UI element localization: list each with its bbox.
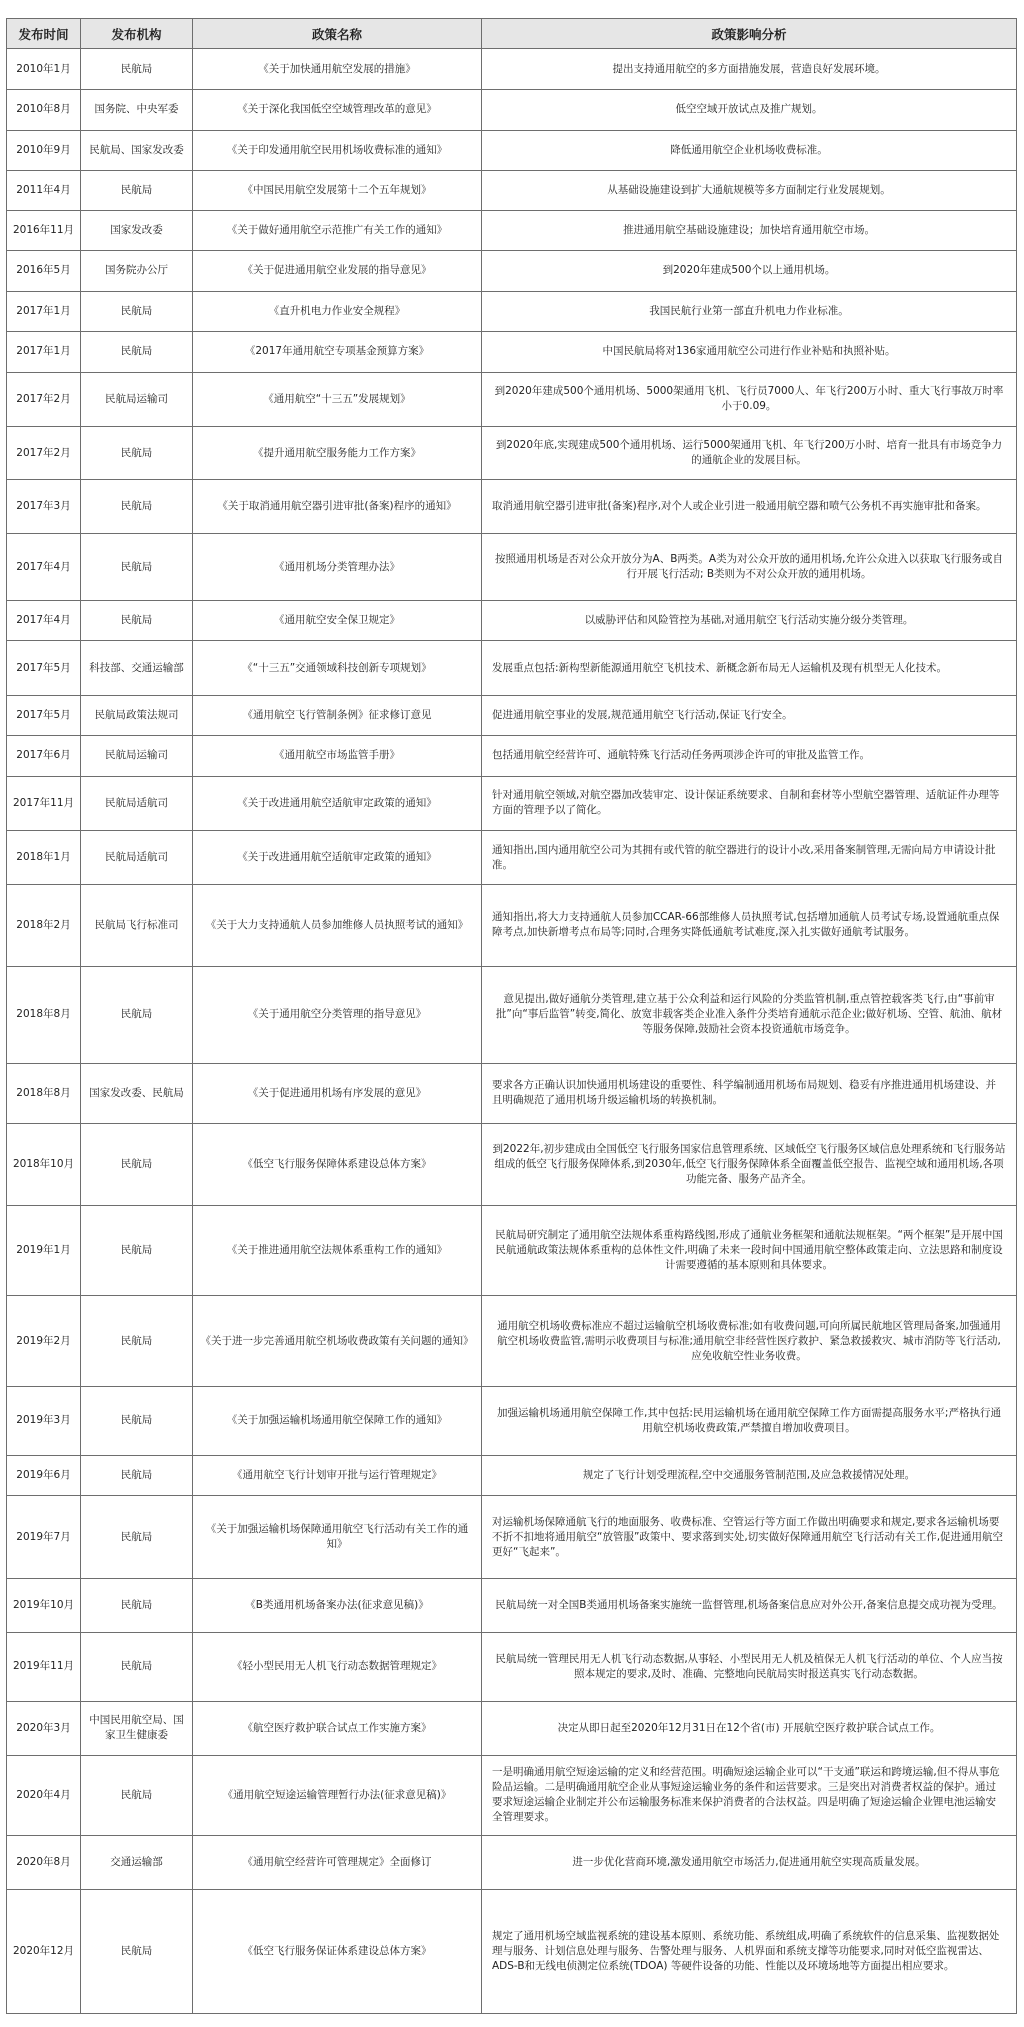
table-row (7, 736, 1017, 776)
cell-date: 2017年4月 (7, 601, 81, 641)
table-row (7, 1579, 1017, 1633)
cell-policy-name: 《关于深化我国低空空域管理改革的意见》 (193, 90, 482, 130)
cell-policy-name: 《低空飞行服务保证体系建设总体方案》 (193, 1889, 482, 2013)
cell-policy-name: 《关于推进通用航空法规体系重构工作的通知》 (193, 1205, 482, 1296)
cell-date: 2016年11月 (7, 211, 81, 251)
cell-date: 2017年1月 (7, 291, 81, 331)
cell-org: 民航局 (81, 49, 193, 90)
cell-policy-name: 《关于促进通用航空业发展的指导意见》 (193, 251, 482, 291)
cell-policy-name: 《2017年通用航空专项基金预算方案》 (193, 331, 482, 372)
cell-org: 民航局 (81, 534, 193, 601)
cell-org: 民航局 (81, 1386, 193, 1455)
cell-org: 民航局 (81, 966, 193, 1063)
cell-org: 国家发改委、民航局 (81, 1063, 193, 1123)
cell-analysis: 决定从即日起至2020年12月31日在12个省(市) 开展航空医疗救护联合试点工作。 (482, 1701, 1017, 1755)
cell-policy-name: 《通用航空市场监管手册》 (193, 736, 482, 776)
cell-policy-name: 《通用航空短途运输管理暂行办法(征求意见稿)》 (193, 1755, 482, 1835)
cell-date: 2018年8月 (7, 1063, 81, 1123)
cell-date: 2019年1月 (7, 1205, 81, 1296)
cell-date: 2018年1月 (7, 831, 81, 885)
cell-analysis: 以威胁评估和风险管控为基础,对通用航空飞行活动实施分级分类管理。 (482, 601, 1017, 641)
table-row (7, 426, 1017, 480)
cell-org: 民航局 (81, 1496, 193, 1579)
cell-org: 民航局 (81, 1579, 193, 1633)
cell-policy-name: 《B类通用机场备案办法(征求意见稿)》 (193, 1579, 482, 1633)
cell-org: 民航局 (81, 170, 193, 210)
cell-date: 2019年3月 (7, 1386, 81, 1455)
cell-date: 2018年10月 (7, 1124, 81, 1206)
cell-analysis: 要求各方正确认识加快通用机场建设的重要性、科学编制通用机场布局规划、稳妥有序推进通用机场建设、并且明确规范了通用机场升级运输机场的转换机制。 (482, 1063, 1017, 1123)
cell-date: 2019年10月 (7, 1579, 81, 1633)
table-row (7, 1836, 1017, 1890)
cell-analysis: 到2022年,初步建成由全国低空飞行服务国家信息管理系统、区域低空飞行服务区域信息处理系统和飞行服务站组成的低空飞行服务保障体系,到2030年,低空飞行服务保障体系全面覆盖低空报告、监视空域和通用机场,各项功能完备、服务产品齐全。 (482, 1124, 1017, 1206)
cell-analysis: 一是明确通用航空短途运输的定义和经营范围。明确短途运输企业可以“干支通”联运和跨境运输,但不得从事危险品运输。二是明确通用航空企业从事短途运输业务的条件和运营要求。三是突出对消费者权益的保护。通过要求短途运输企业制定并公布运输服务标准来保护消费者的合法权益。四是明确了短途运输企业锂电池运输安全管理要求。 (482, 1755, 1017, 1835)
cell-analysis: 我国民航行业第一部直升机电力作业标准。 (482, 291, 1017, 331)
table-row (7, 90, 1017, 130)
cell-analysis: 中国民航局将对136家通用航空公司进行作业补贴和执照补贴。 (482, 331, 1017, 372)
header-date: 发布时间 (7, 19, 81, 49)
table-row (7, 130, 1017, 170)
cell-analysis: 进一步优化营商环境,激发通用航空市场活力,促进通用航空实现高质量发展。 (482, 1836, 1017, 1890)
cell-analysis: 降低通用航空企业机场收费标准。 (482, 130, 1017, 170)
cell-analysis: 对运输机场保障通航飞行的地面服务、收费标准、空管运行等方面工作做出明确要求和规定,要求各运输机场要不折不扣地将通用航空“放管服”政策中、要求落到实处,切实做好保障通用航空飞行活动有关工作,促进通用航空更好“飞起来”。 (482, 1496, 1017, 1579)
table-row (7, 1755, 1017, 1835)
cell-org: 民航局 (81, 1296, 193, 1387)
cell-org: 民航局 (81, 426, 193, 480)
cell-date: 2017年3月 (7, 480, 81, 534)
cell-policy-name: 《航空医疗救护联合试点工作实施方案》 (193, 1701, 482, 1755)
cell-org: 科技部、交通运输部 (81, 641, 193, 696)
cell-org: 民航局 (81, 1205, 193, 1296)
cell-date: 2020年8月 (7, 1836, 81, 1890)
header-row (7, 19, 1017, 49)
cell-analysis: 通知指出,将大力支持通航人员参加CCAR-66部维修人员执照考试,包括增加通航人员考试专场,设置通航重点保障考点,加快新增考点布局等;同时,合理务实降低通航考试难度,深入扎实做好通航考试服务。 (482, 884, 1017, 966)
table-row (7, 1124, 1017, 1206)
cell-org: 民航局、国家发改委 (81, 130, 193, 170)
cell-date: 2017年2月 (7, 373, 81, 427)
cell-date: 2019年11月 (7, 1632, 81, 1701)
cell-policy-name: 《关于大力支持通航人员参加维修人员执照考试的通知》 (193, 884, 482, 966)
cell-analysis: 规定了通用机场空域监视系统的建设基本原则、系统功能、系统组成,明确了系统软件的信息采集、监视数据处理与服务、计划信息处理与服务、告警处理与服务、人机界面和系统支撑等功能要求,同时对低空监视雷达、ADS-B和无线电侦测定位系统(TDOA) 等硬件设备的功能、性能以及环境场地等方面提出相应要求。 (482, 1889, 1017, 2013)
table-row (7, 601, 1017, 641)
cell-org: 中国民用航空局、国家卫生健康委 (81, 1701, 193, 1755)
table-row (7, 251, 1017, 291)
cell-date: 2018年8月 (7, 966, 81, 1063)
cell-analysis: 提出支持通用航空的多方面措施发展，营造良好发展环境。 (482, 49, 1017, 90)
cell-analysis: 包括通用航空经营许可、通航特殊飞行活动任务两项涉企许可的审批及监管工作。 (482, 736, 1017, 776)
table-row (7, 1063, 1017, 1123)
cell-org: 民航局飞行标准司 (81, 884, 193, 966)
table-row (7, 831, 1017, 885)
cell-date: 2017年1月 (7, 331, 81, 372)
cell-date: 2016年5月 (7, 251, 81, 291)
cell-org: 国家发改委 (81, 211, 193, 251)
cell-policy-name: 《关于进一步完善通用航空机场收费政策有关问题的通知》 (193, 1296, 482, 1387)
cell-analysis: 促进通用航空事业的发展,规范通用航空飞行活动,保证飞行安全。 (482, 696, 1017, 736)
cell-analysis: 取消通用航空器引进审批(备案)程序,对个人或企业引进一般通用航空器和喷气公务机不再实施审批和备案。 (482, 480, 1017, 534)
cell-org: 交通运输部 (81, 1836, 193, 1890)
cell-analysis: 发展重点包括:新构型新能源通用航空飞机技术、新概念新布局无人运输机及现有机型无人化技术。 (482, 641, 1017, 696)
cell-analysis: 民航局统一对全国B类通用机场备案实施统一监督管理,机场备案信息应对外公开,备案信息提交成功视为受理。 (482, 1579, 1017, 1633)
header-name: 政策名称 (193, 19, 482, 49)
cell-date: 2011年4月 (7, 170, 81, 210)
cell-org: 民航局 (81, 331, 193, 372)
table-row (7, 331, 1017, 372)
cell-org: 民航局政策法规司 (81, 696, 193, 736)
cell-policy-name: 《通用航空经营许可管理规定》全面修订 (193, 1836, 482, 1890)
table-row (7, 1889, 1017, 2013)
cell-policy-name: 《中国民用航空发展第十二个五年规划》 (193, 170, 482, 210)
cell-date: 2019年2月 (7, 1296, 81, 1387)
table-row (7, 966, 1017, 1063)
cell-org: 民航局 (81, 1632, 193, 1701)
table-row (7, 1296, 1017, 1387)
cell-analysis: 推进通用航空基础设施建设；加快培育通用航空市场。 (482, 211, 1017, 251)
cell-analysis: 通知指出,国内通用航空公司为其拥有或代管的航空器进行的设计小改,采用备案制管理,无需向局方申请设计批准。 (482, 831, 1017, 885)
table-row (7, 534, 1017, 601)
cell-date: 2018年2月 (7, 884, 81, 966)
table-body (7, 49, 1017, 2014)
cell-analysis: 针对通用航空领域,对航空器加改装审定、设计保证系统要求、自制和套材等小型航空器管理、适航证件办理等方面的管理予以了简化。 (482, 776, 1017, 831)
table-row (7, 170, 1017, 210)
cell-date: 2017年5月 (7, 641, 81, 696)
cell-org: 民航局 (81, 1124, 193, 1206)
cell-policy-name: 《关于印发通用航空民用机场收费标准的通知》 (193, 130, 482, 170)
cell-org: 民航局适航司 (81, 776, 193, 831)
cell-policy-name: 《关于加快通用航空发展的措施》 (193, 49, 482, 90)
cell-policy-name: 《通用航空安全保卫规定》 (193, 601, 482, 641)
cell-policy-name: 《通用航空“十三五”发展规划》 (193, 373, 482, 427)
cell-org: 民航局 (81, 480, 193, 534)
cell-policy-name: 《轻小型民用无人机飞行动态数据管理规定》 (193, 1632, 482, 1701)
cell-policy-name: 《关于加强运输机场保障通用航空飞行活动有关工作的通知》 (193, 1496, 482, 1579)
cell-analysis: 到2020年底,实现建成500个通用机场、运行5000架通用飞机、年飞行200万小时、培育一批具有市场竞争力的通航企业的发展目标。 (482, 426, 1017, 480)
cell-analysis: 民航局统一管理民用无人机飞行动态数据,从事轻、小型民用无人机及植保无人机飞行活动的单位、个人应当按照本规定的要求,及时、准确、完整地向民航局实时报送真实飞行动态数据。 (482, 1632, 1017, 1701)
cell-date: 2020年4月 (7, 1755, 81, 1835)
cell-policy-name: 《直升机电力作业安全规程》 (193, 291, 482, 331)
table-row (7, 373, 1017, 427)
cell-date: 2020年12月 (7, 1889, 81, 2013)
table-row (7, 1496, 1017, 1579)
table-row (7, 1205, 1017, 1296)
table-row (7, 884, 1017, 966)
table-row (7, 641, 1017, 696)
cell-org: 民航局 (81, 1755, 193, 1835)
cell-policy-name: 《关于促进通用机场有序发展的意见》 (193, 1063, 482, 1123)
cell-analysis: 到2020年建成500个通用机场、5000架通用飞机、飞行员7000人、年飞行200万小时、重大飞行事故万时率小于0.09。 (482, 373, 1017, 427)
cell-org: 国务院、中央军委 (81, 90, 193, 130)
cell-policy-name: 《关于改进通用航空适航审定政策的通知》 (193, 831, 482, 885)
cell-policy-name: 《“十三五”交通领域科技创新专项规划》 (193, 641, 482, 696)
cell-analysis: 到2020年建成500个以上通用机场。 (482, 251, 1017, 291)
cell-policy-name: 《提升通用航空服务能力工作方案》 (193, 426, 482, 480)
table-row (7, 291, 1017, 331)
table-row (7, 1701, 1017, 1755)
cell-policy-name: 《低空飞行服务保障体系建设总体方案》 (193, 1124, 482, 1206)
table-row (7, 1386, 1017, 1455)
cell-analysis: 意见提出,做好通航分类管理,建立基于公众利益和运行风险的分类监管机制,重点管控载客类飞行,由“事前审批”向“事后监管”转变,简化、放宽非载客类企业准入条件分类培育通航示范企业;做好机场、空管、航油、航材等服务保障,鼓励社会资本投资通航市场竞争。 (482, 966, 1017, 1063)
cell-org: 民航局运输司 (81, 373, 193, 427)
cell-analysis: 规定了飞行计划受理流程,空中交通服务管制范围,及应急救援情况处理。 (482, 1456, 1017, 1496)
cell-policy-name: 《关于取消通用航空器引进审批(备案)程序的通知》 (193, 480, 482, 534)
cell-org: 民航局 (81, 1889, 193, 2013)
cell-policy-name: 《通用航空飞行计划审开批与运行管理规定》 (193, 1456, 482, 1496)
table-row (7, 1632, 1017, 1701)
header-analysis: 政策影响分析 (482, 19, 1017, 49)
cell-date: 2017年5月 (7, 696, 81, 736)
cell-analysis: 通用航空机场收费标准应不超过运输航空机场收费标准;如有收费问题,可向所属民航地区管理局备案,加强通用航空机场收费监管,需明示收费项目与标准;通用航空非经营性医疗救护、紧急救援救灾、城市消防等飞行活动,应免收航空性业务收费。 (482, 1296, 1017, 1387)
cell-policy-name: 《通用机场分类管理办法》 (193, 534, 482, 601)
cell-org: 民航局适航司 (81, 831, 193, 885)
cell-org: 民航局运输司 (81, 736, 193, 776)
cell-date: 2019年7月 (7, 1496, 81, 1579)
cell-org: 国务院办公厅 (81, 251, 193, 291)
table-row (7, 211, 1017, 251)
cell-policy-name: 《关于通用航空分类管理的指导意见》 (193, 966, 482, 1063)
policy-table (6, 18, 1017, 2014)
header-org: 发布机构 (81, 19, 193, 49)
cell-date: 2017年4月 (7, 534, 81, 601)
cell-date: 2017年11月 (7, 776, 81, 831)
cell-policy-name: 《关于改进通用航空适航审定政策的通知》 (193, 776, 482, 831)
cell-analysis: 按照通用机场是否对公众开放分为A、B两类。A类为对公众开放的通用机场,允许公众进入以获取飞行服务或自行开展飞行活动; B类则为不对公众开放的通用机场。 (482, 534, 1017, 601)
table-row (7, 480, 1017, 534)
cell-policy-name: 《通用航空飞行管制条例》征求修订意见 (193, 696, 482, 736)
cell-date: 2010年9月 (7, 130, 81, 170)
cell-org: 民航局 (81, 291, 193, 331)
table-row (7, 1456, 1017, 1496)
cell-date: 2010年8月 (7, 90, 81, 130)
cell-date: 2017年2月 (7, 426, 81, 480)
table-row (7, 49, 1017, 90)
table-row (7, 696, 1017, 736)
cell-analysis: 加强运输机场通用航空保障工作,其中包括:民用运输机场在通用航空保障工作方面需提高服务水平;严格执行通用航空机场收费政策,严禁擅自增加收费项目。 (482, 1386, 1017, 1455)
cell-date: 2017年6月 (7, 736, 81, 776)
table-row (7, 776, 1017, 831)
cell-policy-name: 《关于加强运输机场通用航空保障工作的通知》 (193, 1386, 482, 1455)
cell-date: 2019年6月 (7, 1456, 81, 1496)
cell-org: 民航局 (81, 1456, 193, 1496)
cell-date: 2010年1月 (7, 49, 81, 90)
cell-analysis: 从基础设施建设到扩大通航规模等多方面制定行业发展规划。 (482, 170, 1017, 210)
cell-org: 民航局 (81, 601, 193, 641)
cell-analysis: 低空空域开放试点及推广规划。 (482, 90, 1017, 130)
cell-analysis: 民航局研究制定了通用航空法规体系重构路线图,形成了通航业务框架和通航法规框架。“两个框架”是开展中国民航通航政策法规体系重构的总体性文件,明确了未来一段时间中国通用航空整体政策走向、立法思路和制度设计需要遵循的基本原则和具体要求。 (482, 1205, 1017, 1296)
cell-date: 2020年3月 (7, 1701, 81, 1755)
cell-policy-name: 《关于做好通用航空示范推广有关工作的通知》 (193, 211, 482, 251)
